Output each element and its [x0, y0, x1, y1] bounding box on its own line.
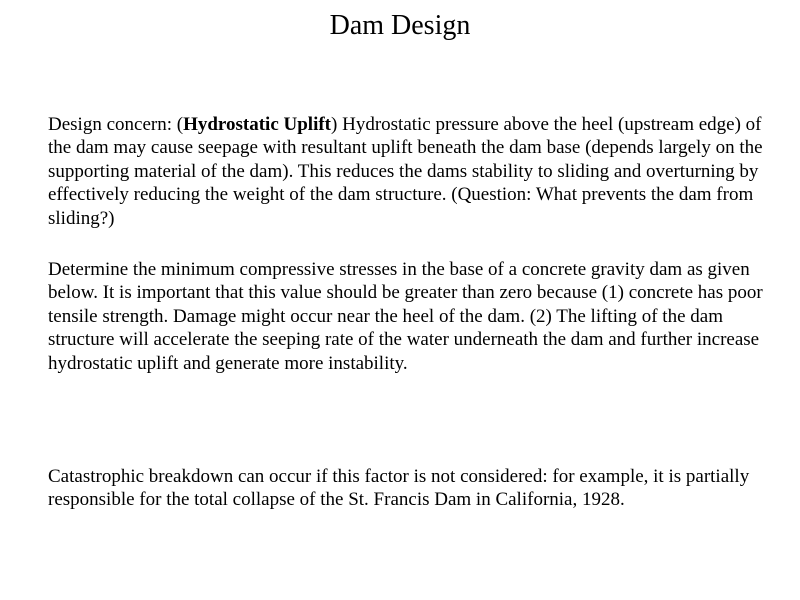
slide-title: Dam Design	[329, 10, 471, 41]
design-concern-prefix: Design concern: (	[48, 114, 184, 135]
catastrophic-breakdown-paragraph: Catastrophic breakdown can occur if this factor is not considered: for example, it is partially responsible for the total collapse of the St. Francis Dam in California, 1928.	[48, 466, 750, 511]
compressive-stress-paragraph: Determine the minimum compressive stresses in the base of a concrete gravity dam as given below. It is important that this value should be greater than zero because (1) concrete has poor tensile strength. Damage might occur near the heel of the dam. (2) The lifting of the dam structure will accelerate the seeping rate of the water underneath the dam and further increase hydrostatic uplift and generate more instability.	[48, 259, 763, 374]
design-concern-paragraph	[48, 113, 768, 230]
hydrostatic-uplift-term: Hydrostatic Uplift	[183, 114, 332, 135]
design-concern-body: ) Hydrostatic pressure above the heel (upstream edge) of the dam may cause seepage with resultant uplift beneath the dam base (depends largely on the supporting material of the dam). This reduces the dams stability to sliding and overturning by effectively reducing the weight of the dam structure. (Question: What prevents the dam from sliding?)	[48, 114, 763, 229]
